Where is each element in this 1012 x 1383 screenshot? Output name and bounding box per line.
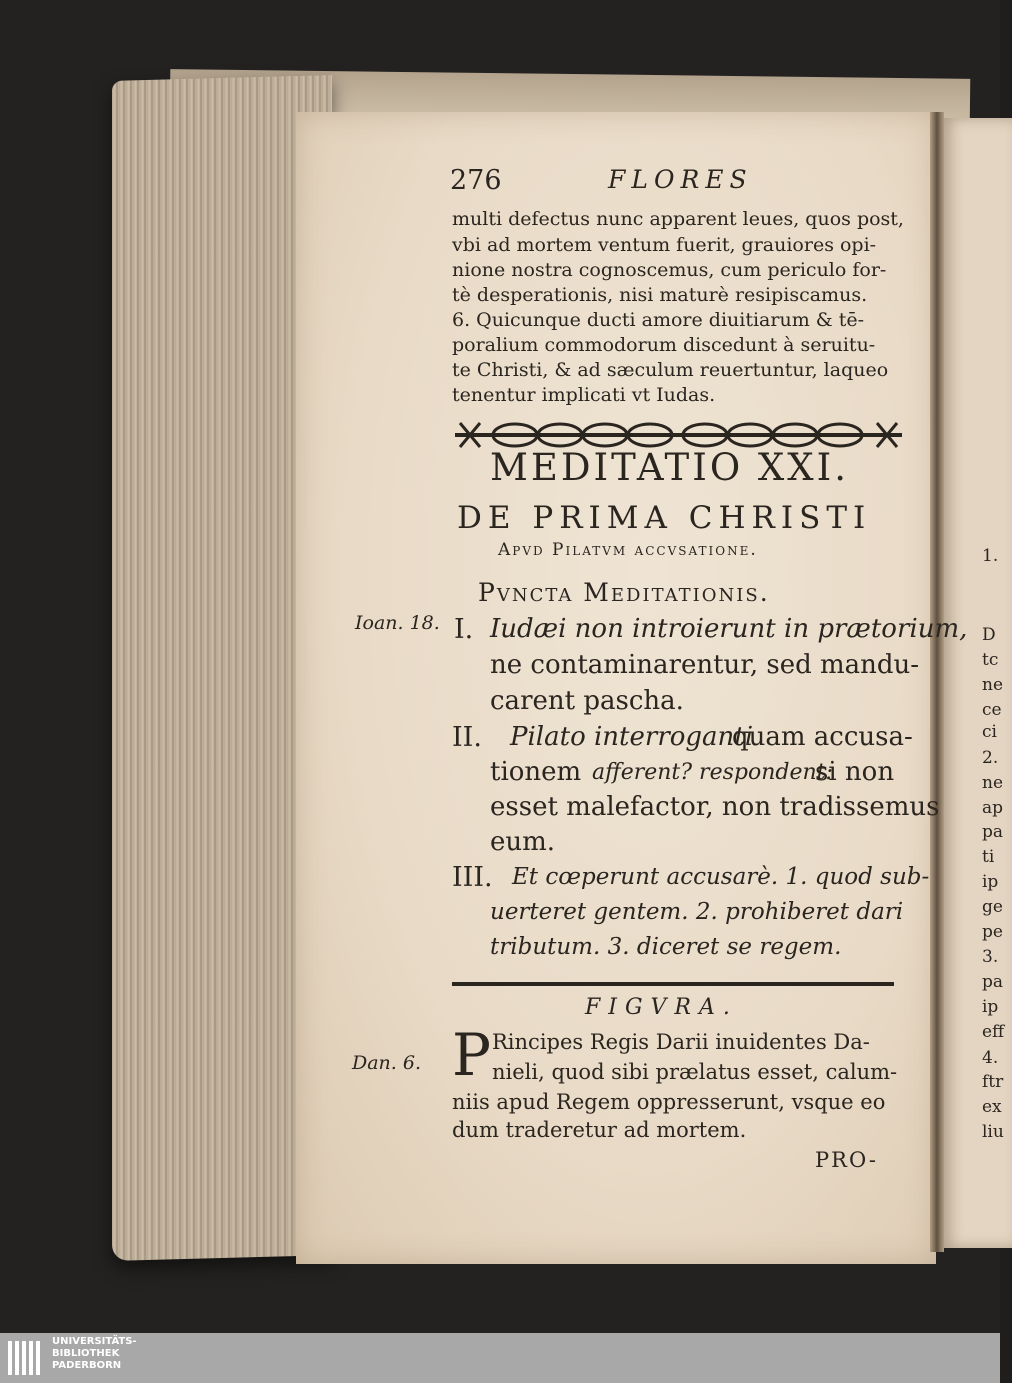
library-logo-icon — [6, 1339, 44, 1377]
point-text: si non — [815, 757, 895, 787]
point-text: esset malefactor, non tradissemus — [490, 792, 940, 822]
right-page-fragment: ce — [982, 700, 1002, 720]
figura-text: nieli, quod sibi prælatus esset, calum- — [492, 1060, 898, 1084]
section-rule — [452, 982, 894, 986]
meditation-title: MEDITATIO XXI. — [490, 446, 849, 489]
right-page-fragment: tc — [982, 650, 999, 670]
right-page-fragment: ip — [982, 872, 999, 892]
point-text: Et cœperunt accusarè. 1. quod sub- — [512, 864, 930, 890]
drop-capital: P — [452, 1021, 492, 1089]
puncta-heading: Pvncta Meditationis. — [478, 578, 770, 607]
right-page-fragment: ip — [982, 997, 999, 1017]
right-page-fragment: eff — [982, 1022, 1005, 1042]
library-logo-text — [52, 1336, 137, 1372]
meditation-subtitle-2: Apvd Pilatvm accvsatione. — [498, 540, 758, 560]
text-line: poralium commodorum discedunt à seruitu- — [452, 334, 876, 356]
page-number: 276 — [450, 165, 502, 196]
text-line: tenentur implicati vt Iudas. — [452, 384, 716, 406]
right-page-fragment: ex — [982, 1097, 1002, 1117]
point-text: quam accusa- — [732, 722, 913, 752]
right-page-fragment: ap — [982, 798, 1004, 818]
book-gutter — [930, 112, 944, 1252]
right-page-fragment: 1. — [982, 546, 999, 566]
right-page-fragment: ne — [982, 773, 1004, 793]
point-text: eum. — [490, 827, 556, 857]
point-text: tributum. 3. diceret se regem. — [490, 934, 842, 960]
figura-text: Rincipes Regis Darii inuidentes Da- — [492, 1030, 870, 1054]
meditation-subtitle: DE PRIMA CHRISTI — [457, 500, 872, 536]
right-page-fragment: liu — [982, 1122, 1004, 1142]
figura-text: niis apud Regem oppresserunt, vsque eo — [452, 1090, 886, 1114]
point-text: uerteret gentem. 2. prohiberet dari — [490, 899, 904, 925]
point-number: II. — [452, 722, 482, 753]
right-page-fragment: ti — [982, 847, 995, 867]
right-page-fragment: 3. — [982, 947, 999, 967]
text-line: tè desperationis, nisi maturè resipiscamus. — [452, 284, 868, 306]
right-page-fragment: ge — [982, 897, 1003, 917]
logo-line: UNIVERSITÄTS- — [52, 1336, 137, 1347]
logo-line: PADERBORN — [52, 1360, 122, 1371]
text-line: vbi ad mortem ventum fuerit, grauiores opi- — [452, 234, 877, 256]
margin-reference: Ioan. 18. — [355, 612, 440, 634]
point-number: III. — [452, 862, 493, 893]
right-page-fragment: pa — [982, 972, 1004, 992]
figura-text: dum traderetur ad mortem. — [452, 1118, 747, 1142]
right-page-fragment: ftr — [982, 1072, 1004, 1092]
figura-heading: FIGVRA. — [585, 995, 738, 1020]
catchword: PRO- — [815, 1148, 879, 1172]
right-page-fragment: pe — [982, 922, 1003, 942]
point-text: ne contaminarentur, sed mandu- — [490, 650, 920, 680]
text-line: 6. Quicunque ducti amore diuitiarum & tē- — [452, 309, 865, 331]
text-line: multi defectus nunc apparent leues, quos post, — [452, 208, 904, 230]
text-line: nione nostra cognoscemus, cum periculo for- — [452, 259, 887, 281]
point-text: carent pascha. — [490, 686, 684, 716]
text-line: te Christi, & ad sæculum reuertuntur, laqueo — [452, 359, 889, 381]
right-page-fragment: ne — [982, 675, 1004, 695]
point-number: I. — [454, 614, 474, 645]
right-page-fragment: pa — [982, 822, 1004, 842]
point-text: afferent? respondent: — [592, 760, 833, 785]
margin-reference: Dan. 6. — [352, 1052, 422, 1074]
point-text: Pilato interroganti — [510, 722, 754, 752]
right-page-fragment: 4. — [982, 1048, 999, 1068]
point-text: Iudæi non introierunt in prætorium, — [490, 614, 968, 644]
right-page-fragment: 2. — [982, 748, 999, 768]
logo-line: BIBLIOTHEK — [52, 1348, 120, 1359]
right-page-fragment: ci — [982, 722, 997, 742]
right-page-fragment: D — [982, 625, 996, 645]
library-footer-bar — [0, 1333, 1000, 1383]
point-text: tionem — [490, 757, 582, 787]
running-title: FLORES — [608, 165, 753, 194]
